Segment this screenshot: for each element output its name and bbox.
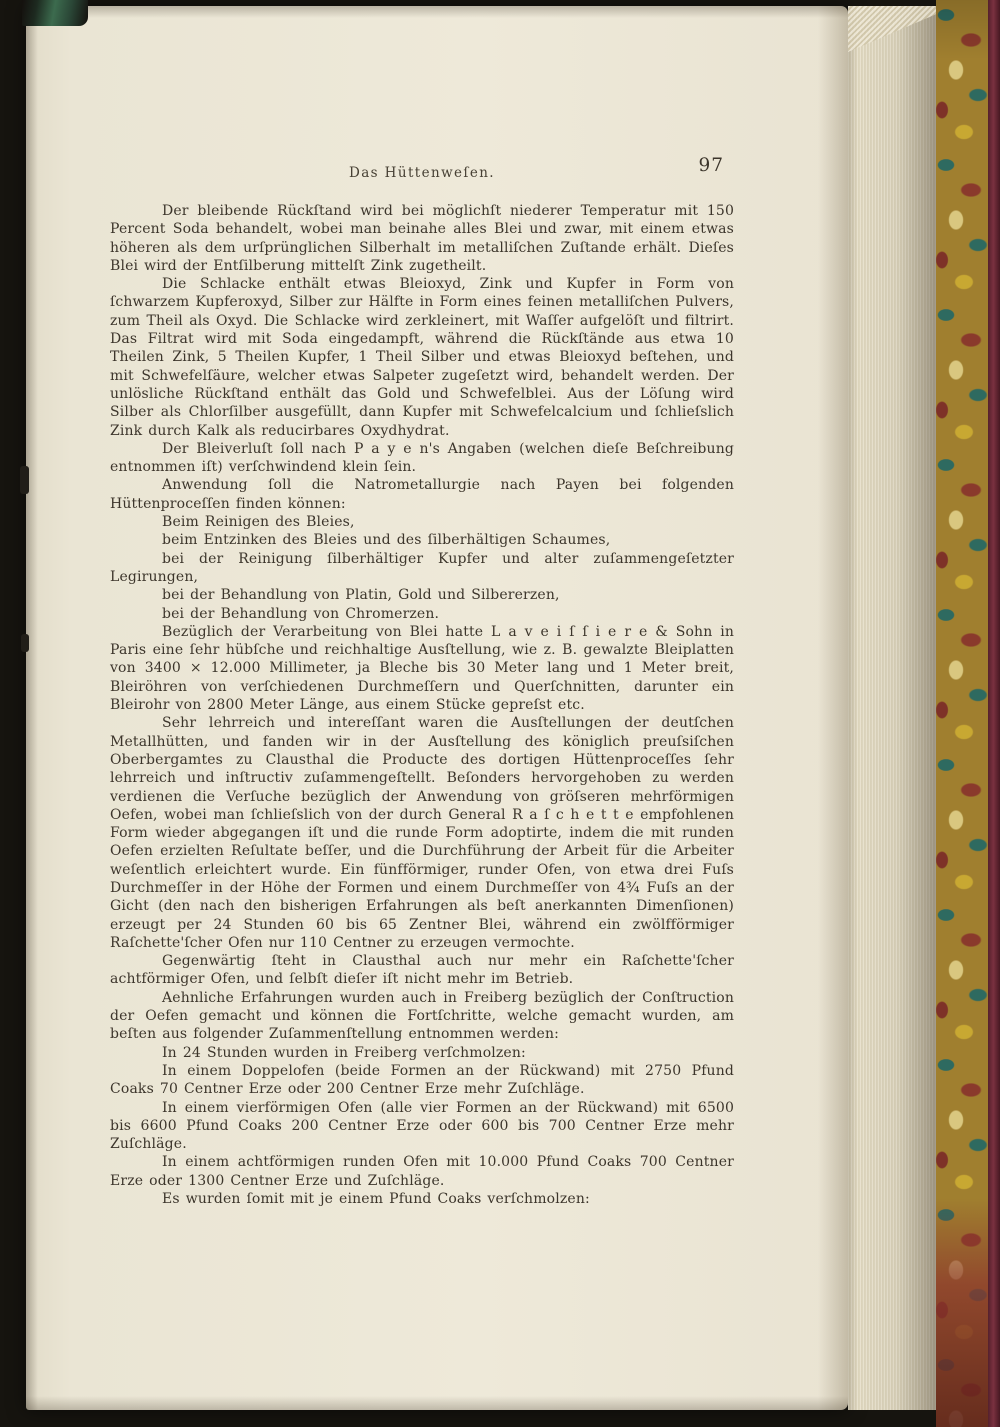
paragraph: Es wurden ſomit mit je einem Pfund Coaks verſchmolzen: — [162, 1191, 590, 1208]
paragraph: Gegenwärtig ſteht in Clausthal auch nur mehr ein Raſchette'ſcher achtförmiger Ofen, und ſelbſt dieſer iſt nicht mehr im Betrieb. — [110, 953, 734, 988]
cover-corner — [22, 0, 88, 26]
running-title: Das Hüttenweſen. — [348, 165, 496, 181]
paragraph: Sehr lehrreich und intereſſant waren die Ausſtellungen der deutſchen Metallhütten, und fanden wir in der Ausſtellung des königlich preuſsiſchen Oberbergamtes zu Clausthal die Producte des dortigen Hüttenproceſſes ſehr lehrreich und inſtructiv zuſammengeſtellt. Beſonders hervorgehoben zu werden verdienen die Verſuche bezüglich der Anwendung von gröſseren mehrförmigen Oefen, wobei man ſchlieſslich von der durch General R a ſ c h e t t e empfohlenen Form wieder abgegangen iſt und die runde Form adoptirte, indem die mit runden Oefen erzielten Reſultate beſſer, und die Durchführung der Arbeit für die Arbeiter weſentlich erleichtert wurde. Ein fünfförmiger, runder Ofen, von etwa drei Fuſs Durchmeſſer in der Höhe der Formen und einem Durchmeſſer von 4¾ Fuſs an der Gicht (den nach den bisherigen Erfahrungen als beſt anerkannten Dimenſionen) erzeugt per 24 Stunden 60 bis 65 Zentner Blei, während ein zwölfförmiger Raſchette'ſcher Ofen nur 110 Centner zu erzeugen vermochte. — [110, 715, 734, 951]
paragraph: Der bleibende Rückſtand wird bei möglichſt niederer Temperatur mit 150 Percent Soda behandelt, wobei man beinahe alles Blei und zwar, mit einem etwas höheren als dem urſprünglichen Silberhalt im metalliſchen Zuſtande erhält. Dieſes Blei wird der Entſilberung mittelſt Zink zugetheilt. — [110, 203, 734, 274]
paragraph: In einem Doppelofen (beide Formen an der Rückwand) mit 2750 Pfund Coaks 70 Centner Erze oder 200 Centner Erze mehr Zuſchläge. — [110, 1062, 734, 1098]
paragraph: Aehnliche Erfahrungen wurden auch in Freiberg bezüglich der Conſtruction der Oefen gemacht und können die Fortſchritte, welche gemacht wurden, am beſten aus folgender Zuſammenſtellung entnommen werden: — [110, 989, 734, 1043]
paragraph: bei der Reinigung ſilberhältiger Kupfer und alter zuſammengeſetzter Legirungen, — [110, 550, 734, 585]
marbled-endpaper — [936, 0, 988, 1427]
book-page — [26, 6, 848, 1410]
page-number: 97 — [698, 155, 724, 176]
paragraph: Der Bleiverluſt ſoll nach P a y e n's Angaben (welchen dieſe Beſchreibung entnommen iſt) verſchwindend klein ſein. — [110, 440, 734, 476]
paragraph: In einem vierförmigen Ofen (alle vier Formen an der Rückwand) mit 6500 bis 6600 Pfund Coaks 200 Centner Erze oder 600 bis 700 Centner Erze mehr Zuſchläge. — [110, 1099, 734, 1153]
text-body — [110, 202, 734, 1208]
book-spine-edge — [988, 0, 1000, 1427]
paragraph: beim Entzinken des Bleies und des ſilberhältigen Schaumes, — [162, 532, 611, 549]
paragraph: bei der Behandlung von Chromerzen. — [162, 605, 440, 622]
paragraph: Die Schlacke enthält etwas Bleioxyd, Zink und Kupfer in Form von ſchwarzem Kupferoxyd, Silber zur Hälfte in Form eines feinen metalliſchen Pulvers, zum Theil als Oxyd. Die Schlacke wird zerkleinert, mit Waſſer aufgelöſt und filtrirt. Das Filtrat wird mit Soda eingedampft, während die Rückſtände aus etwa 10 Theilen Zink, 5 Theilen Kupfer, 1 Theil Silber und etwas Bleioxyd beſtehen, und mit Schwefelſäure, welcher etwas Salpeter zugeſetzt wird, behandelt werden. Der unlösliche Rückſtand enthält das Gold und Schwefelblei. Aus der Löſung wird Silber als Chlorſilber ausgefüllt, dann Kupfer mit Schwefelcalcium und ſchlieſslich Zink durch Kalk als reducirbares Oxydhydrat. — [110, 276, 734, 439]
page-stack-edge — [848, 6, 936, 1410]
paragraph: Bezüglich der Verarbeitung von Blei hatte L a v e i ſ ſ i e r e & Sohn in Paris eine ſehr hübſche und reichhaltige Ausſtellung, wie z. B. gewalzte Bleiplatten von 3400 × 12.000 Millimeter, ja Bleche bis 30 Meter lang und 1 Meter breit, Bleiröhren von verſchiedenen Durchmeſſern und Querſchnitten, darunter ein Bleirohr von 2800 Meter Länge, aus einem Stücke gepreſst etc. — [110, 623, 734, 714]
printed-text-column — [110, 156, 734, 1208]
running-header — [110, 156, 734, 202]
paragraph: In 24 Stunden wurden in Freiberg verſchmolzen: — [162, 1044, 526, 1061]
page-stack-top-edge — [848, 6, 936, 52]
page-edge-mark — [20, 466, 29, 494]
paragraph: bei der Behandlung von Platin, Gold und Silbererzen, — [162, 587, 560, 604]
paragraph: In einem achtförmigen runden Ofen mit 10.000 Pfund Coaks 700 Centner Erze oder 1300 Centner Erze und Zuſchläge. — [110, 1154, 734, 1189]
paragraph: Beim Reinigen des Bleies, — [162, 514, 355, 531]
paragraph: Anwendung ſoll die Natrometallurgie nach Payen bei folgenden Hüttenproceſſen finden können: — [110, 477, 734, 512]
page-edge-mark — [21, 634, 29, 652]
